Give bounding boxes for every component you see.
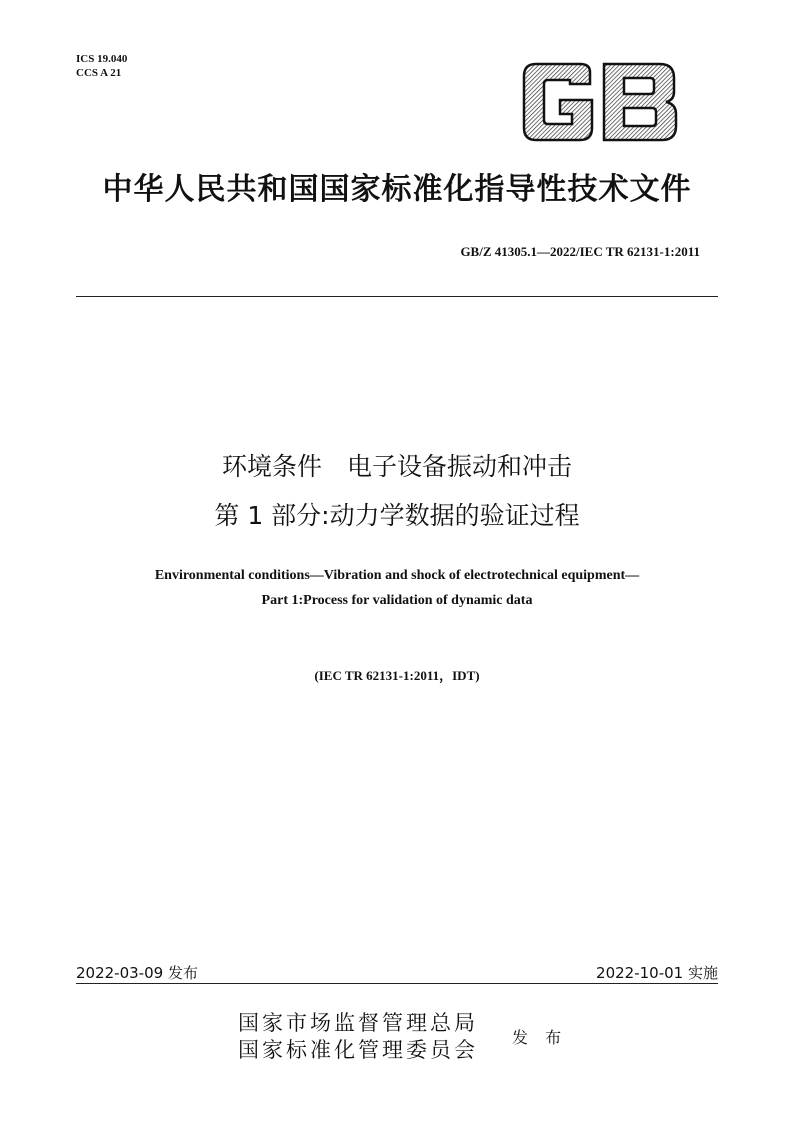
issued-label: 发 布 (512, 1028, 568, 1047)
implement-date: 2022-10-01 实施 (596, 964, 718, 982)
document-type-heading: 中华人民共和国国家标准化指导性技术文件 (102, 172, 692, 207)
publish-date: 2022-03-09 发布 (76, 964, 198, 982)
issuer-samr: 国家市场监督管理总局 (238, 1011, 478, 1035)
title-cn-line2: 第 1 部分:动力学数据的验证过程 (214, 501, 580, 530)
ics-code: ICS 19.040 (76, 53, 128, 65)
adoption-note: (IEC TR 62131-1:2011，IDT) (314, 668, 480, 683)
gb-logo (520, 62, 680, 142)
title-cn-line1: 环境条件 电子设备振动和冲击 (221, 452, 572, 481)
title-en-line2: Part 1:Process for validation of dynamic data (261, 593, 533, 608)
title-en-line1: Environmental conditions—Vibration and shock of electrotechnical equipment— (154, 568, 640, 583)
footer-divider (76, 983, 718, 984)
issuing-authorities (238, 1010, 478, 1064)
issuer-sac: 国家标准化管理委员会 (238, 1038, 478, 1062)
classification-codes (76, 52, 127, 80)
header-divider (76, 296, 718, 297)
ccs-code: CCS A 21 (76, 67, 122, 79)
standard-number: GB/Z 41305.1—2022/IEC TR 62131-1:2011 (460, 244, 700, 259)
